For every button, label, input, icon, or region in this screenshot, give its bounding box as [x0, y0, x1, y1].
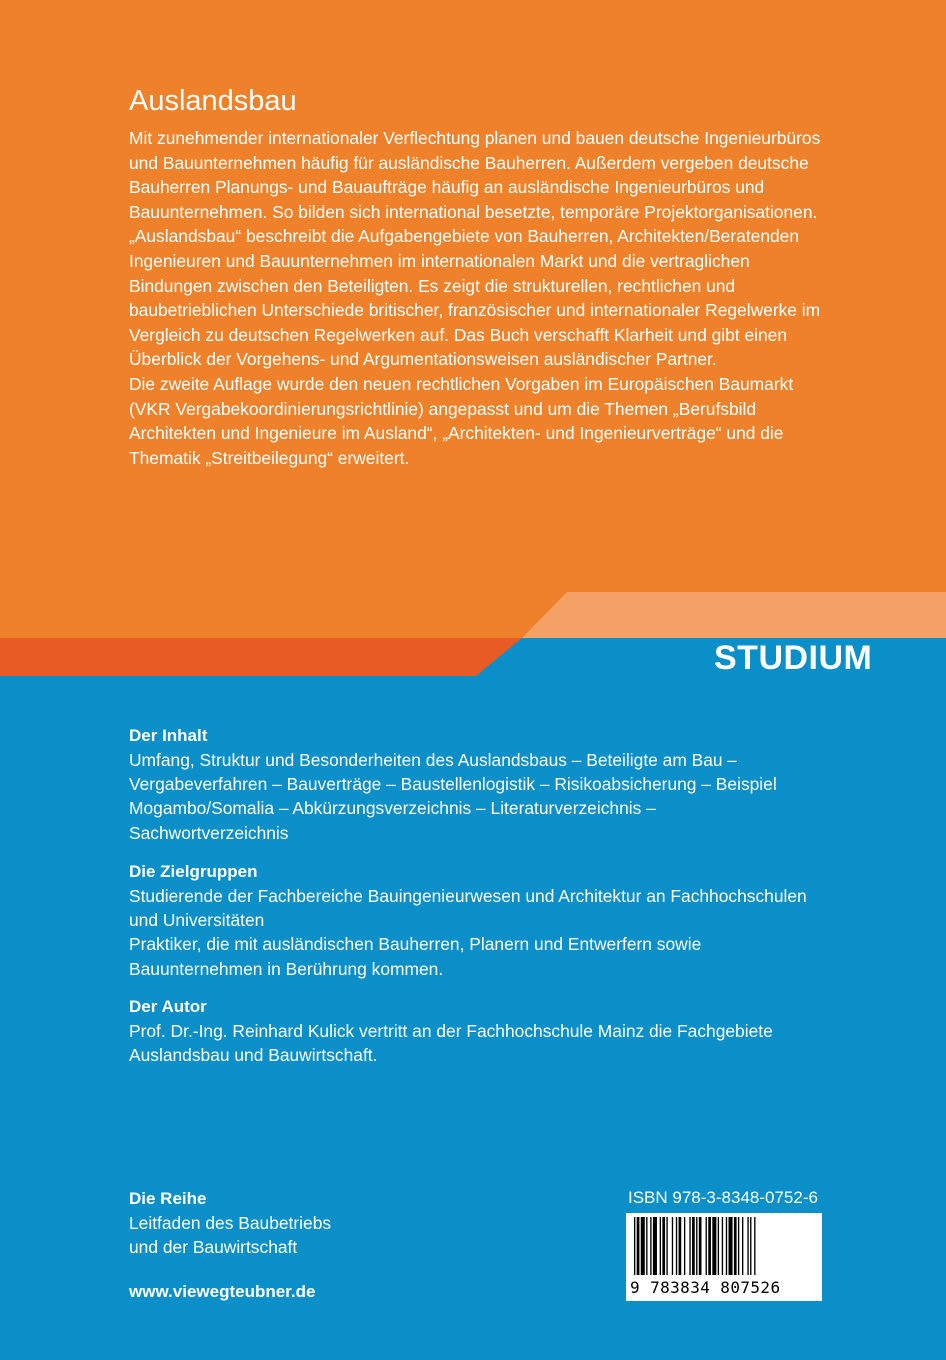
barcode-bar	[684, 1217, 685, 1275]
reihe-heading: Die Reihe	[129, 1189, 207, 1208]
barcode-bar	[729, 1217, 733, 1275]
zielgruppen-text-1: Studierende der Fachbereiche Bauingenieurwesen und Architektur an Fachhochschulen und Universitäten	[129, 886, 807, 931]
barcode-bar	[672, 1217, 673, 1275]
book-title: Auslandsbau	[129, 85, 297, 117]
barcode-bar	[646, 1217, 647, 1275]
barcode-bar	[637, 1217, 640, 1275]
section-autor	[129, 995, 819, 1067]
barcode-bar	[747, 1217, 748, 1275]
reihe-line-2: und der Bauwirtschaft	[129, 1237, 298, 1258]
autor-heading: Der Autor	[129, 997, 207, 1016]
barcode-bar	[712, 1217, 716, 1275]
barcode-bar	[706, 1217, 707, 1275]
barcode-bar	[653, 1217, 657, 1275]
publisher-url: www.viewegteubner.de	[129, 1282, 316, 1301]
barcode-bar	[750, 1217, 751, 1275]
barcode-bar	[742, 1217, 743, 1275]
barcode-bar	[754, 1217, 755, 1275]
section-zielgruppen	[129, 860, 819, 981]
description-paragraph-2: Die zweite Auflage wurde den neuen rechtlichen Vorgaben im Europäischen Baumarkt (VKR Vergabekoordinierungsrichtlinie) angepasst und um die Themen „Berufsbild Architekten und Ingenieure im Ausland“, „Architekten- und Ingenieurverträge“ und die Thematik „Streitbeilegung“ erweitert.	[129, 373, 794, 468]
barcode-bar	[734, 1217, 737, 1275]
autor-text: Prof. Dr.-Ing. Reinhard Kulick vertritt an der Fachhochschule Mainz die Fachgebiete Auslandsbau und Bauwirtschaft.	[129, 1021, 773, 1066]
zielgruppen-text-2: Praktiker, die mit ausländischen Bauherren, Planern und Entwerfern sowie Bauunternehmen in Berührung kommen.	[129, 934, 702, 979]
reihe-line-1: Leitfaden des Baubetriebs	[129, 1213, 332, 1233]
barcode-bar	[699, 1217, 702, 1275]
light-orange-stripe	[522, 592, 946, 638]
blue-stripe	[476, 638, 946, 676]
barcode-bar	[689, 1217, 690, 1275]
barcode-bar	[660, 1217, 661, 1275]
series-brand: STUDIUM	[714, 639, 873, 677]
barcode-bar	[650, 1217, 651, 1275]
red-orange-stripe	[0, 638, 522, 676]
zielgruppen-heading: Die Zielgruppen	[129, 862, 258, 881]
barcode-bar	[726, 1217, 727, 1275]
isbn-label: ISBN 978-3-8348-0752-6	[628, 1188, 818, 1207]
description-paragraph-1: Mit zunehmender internationaler Verflechtung planen und bauen deutsche Ingenieurbüros und Bauunternehmen häufig für ausländische Bauherren. Außerdem vergeben deutsche Bauherren Planungs- und Bauaufträge häufig an ausländische Ingenieurbüros und Bauunternehmen. So bilden sich international besetzte, temporäre Projektorganisationen. „Auslandsbau“ beschreibt die Aufgabengebiete von Bauherren, Architekten/Beratenden Ingenieuren und Bauunternehmen im internationalen Markt und die vertraglichen Bindungen zwischen den Beteiligten. Es zeigt die strukturellen, rechtlichen und baubetrieblichen Unterschiede britischer, französischer und internationaler Regelwerke im Vergleich zu deutschen Regelwerken auf. Das Buch verschafft Klarheit und gibt einen Überblick der Vorgehens- und Argumentationsweisen ausländischer Partner.	[129, 128, 821, 370]
barcode-bar	[634, 1217, 635, 1275]
barcode-bars	[626, 1213, 822, 1279]
barcode	[626, 1213, 822, 1301]
barcode-bar	[722, 1217, 723, 1275]
barcode-bar	[676, 1217, 677, 1275]
barcode-bar	[718, 1217, 719, 1275]
barcode-bar	[662, 1217, 665, 1275]
barcode-bar	[641, 1217, 645, 1275]
book-description	[129, 126, 829, 470]
barcode-bar	[738, 1217, 739, 1275]
barcode-digits: 9 783834 807526	[630, 1278, 781, 1297]
barcode-bar	[708, 1217, 711, 1275]
inhalt-text: Umfang, Struktur und Besonderheiten des Auslandsbaus – Beteiligte am Bau – Vergabeverfahren – Bauverträge – Baustellenlogistik – Risikoabsicherung – Beispiel Mogambo/Somalia – Abkürzungsverzeichnis – Literaturverzeichnis – Sachwortverzeichnis	[129, 750, 777, 843]
barcode-bar	[696, 1217, 697, 1275]
section-reihe	[129, 1187, 429, 1259]
barcode-bar	[692, 1217, 695, 1275]
inhalt-heading: Der Inhalt	[129, 726, 208, 745]
section-inhalt	[129, 724, 819, 845]
barcode-bar	[666, 1217, 667, 1275]
barcode-bar	[679, 1217, 682, 1275]
